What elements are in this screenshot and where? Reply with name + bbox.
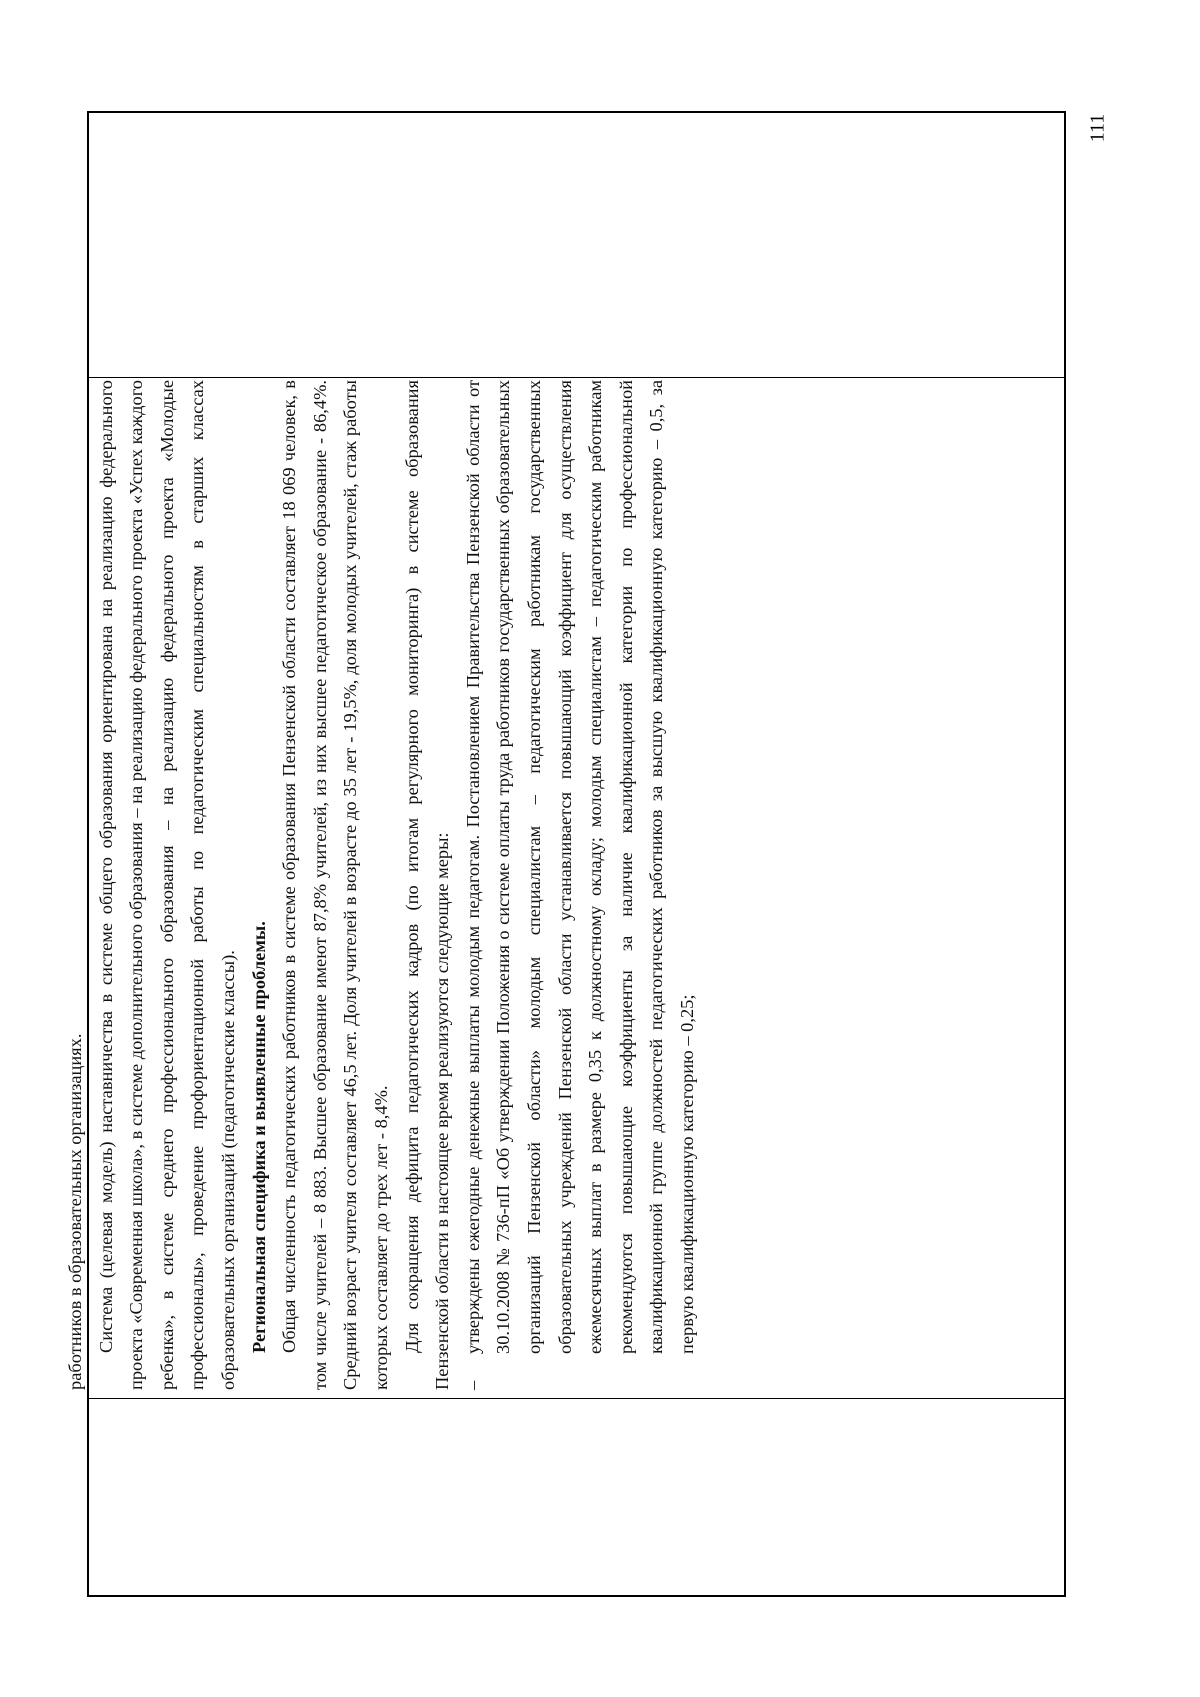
- table-cell-text: [58, 380, 702, 1390]
- section-heading: Региональная специфика и выявленные проблемы.: [248, 921, 269, 1353]
- table-column-divider-right: [89, 377, 1064, 378]
- page-number: 111: [1086, 113, 1109, 143]
- paragraph-continuation: работников в образовательных организациях.: [65, 1033, 85, 1390]
- list-item-text: утверждены ежегодные денежные выплаты молодым педагогам. Постановлением Правительства Пензенской области от 30.10.2008 № 736-пП «Об утверждении Положения о системе оплаты труда работников государственных образовательных организаций Пензенской области» молодым специалистам – педагогическим работникам государственных образовательных учреждений Пензенской области устанавливается повышающий коэффициент для осуществления ежемесячных выплат в размере 0,35 к должностному окладу; молодым специалистам – педагогическим работникам рекомендуются повышающие коэффициенты за наличие квалификационной категории по профессиональной квалификационной группе должностей педагогических работников за высшую квалификационную категорию – 0,5, за первую квалификационную категорию – 0,25;: [462, 380, 697, 1354]
- list-dash: –: [462, 1380, 483, 1390]
- table-column-divider-left: [89, 1398, 1064, 1399]
- measures-list: [458, 380, 703, 1390]
- list-item: [458, 380, 703, 1390]
- paragraph-measures-intro: Для сокращения дефицита педагогических кадров (по итогам регулярного мониторинга) в системе образования Пензенской области в настоящее время реализуются следующие меры:: [401, 380, 453, 1390]
- paragraph-mentoring-system: Система (целевая модель) наставничества в системе общего образования ориентирована на реализацию федерального проекта «Современная школа», в системе дополнительного образования – на реализацию федерального проекта «Успех каждого ребенка», в системе среднего профессионального образования – на реализацию федерального проекта «Молодые профессионалы», проведение профориентационной работы по педагогическим специальностям в старших классах образовательных организаций (педагогические классы).: [95, 380, 238, 1390]
- paragraph-staff-statistics: Общая численность педагогических работников в системе образования Пензенской области составляет 18 069 человек, в том числе учителей – 8 883. Высшее образование имеют 87,8% учителей, из них высшее педагогическое образование - 86,4%. Средний возраст учителя составляет 46,5 лет. Доля учителей в возрасте до 35 лет - 19,5%, доля молодых учителей, стаж работы которых составляет до трех лет - 8,4%.: [279, 380, 391, 1390]
